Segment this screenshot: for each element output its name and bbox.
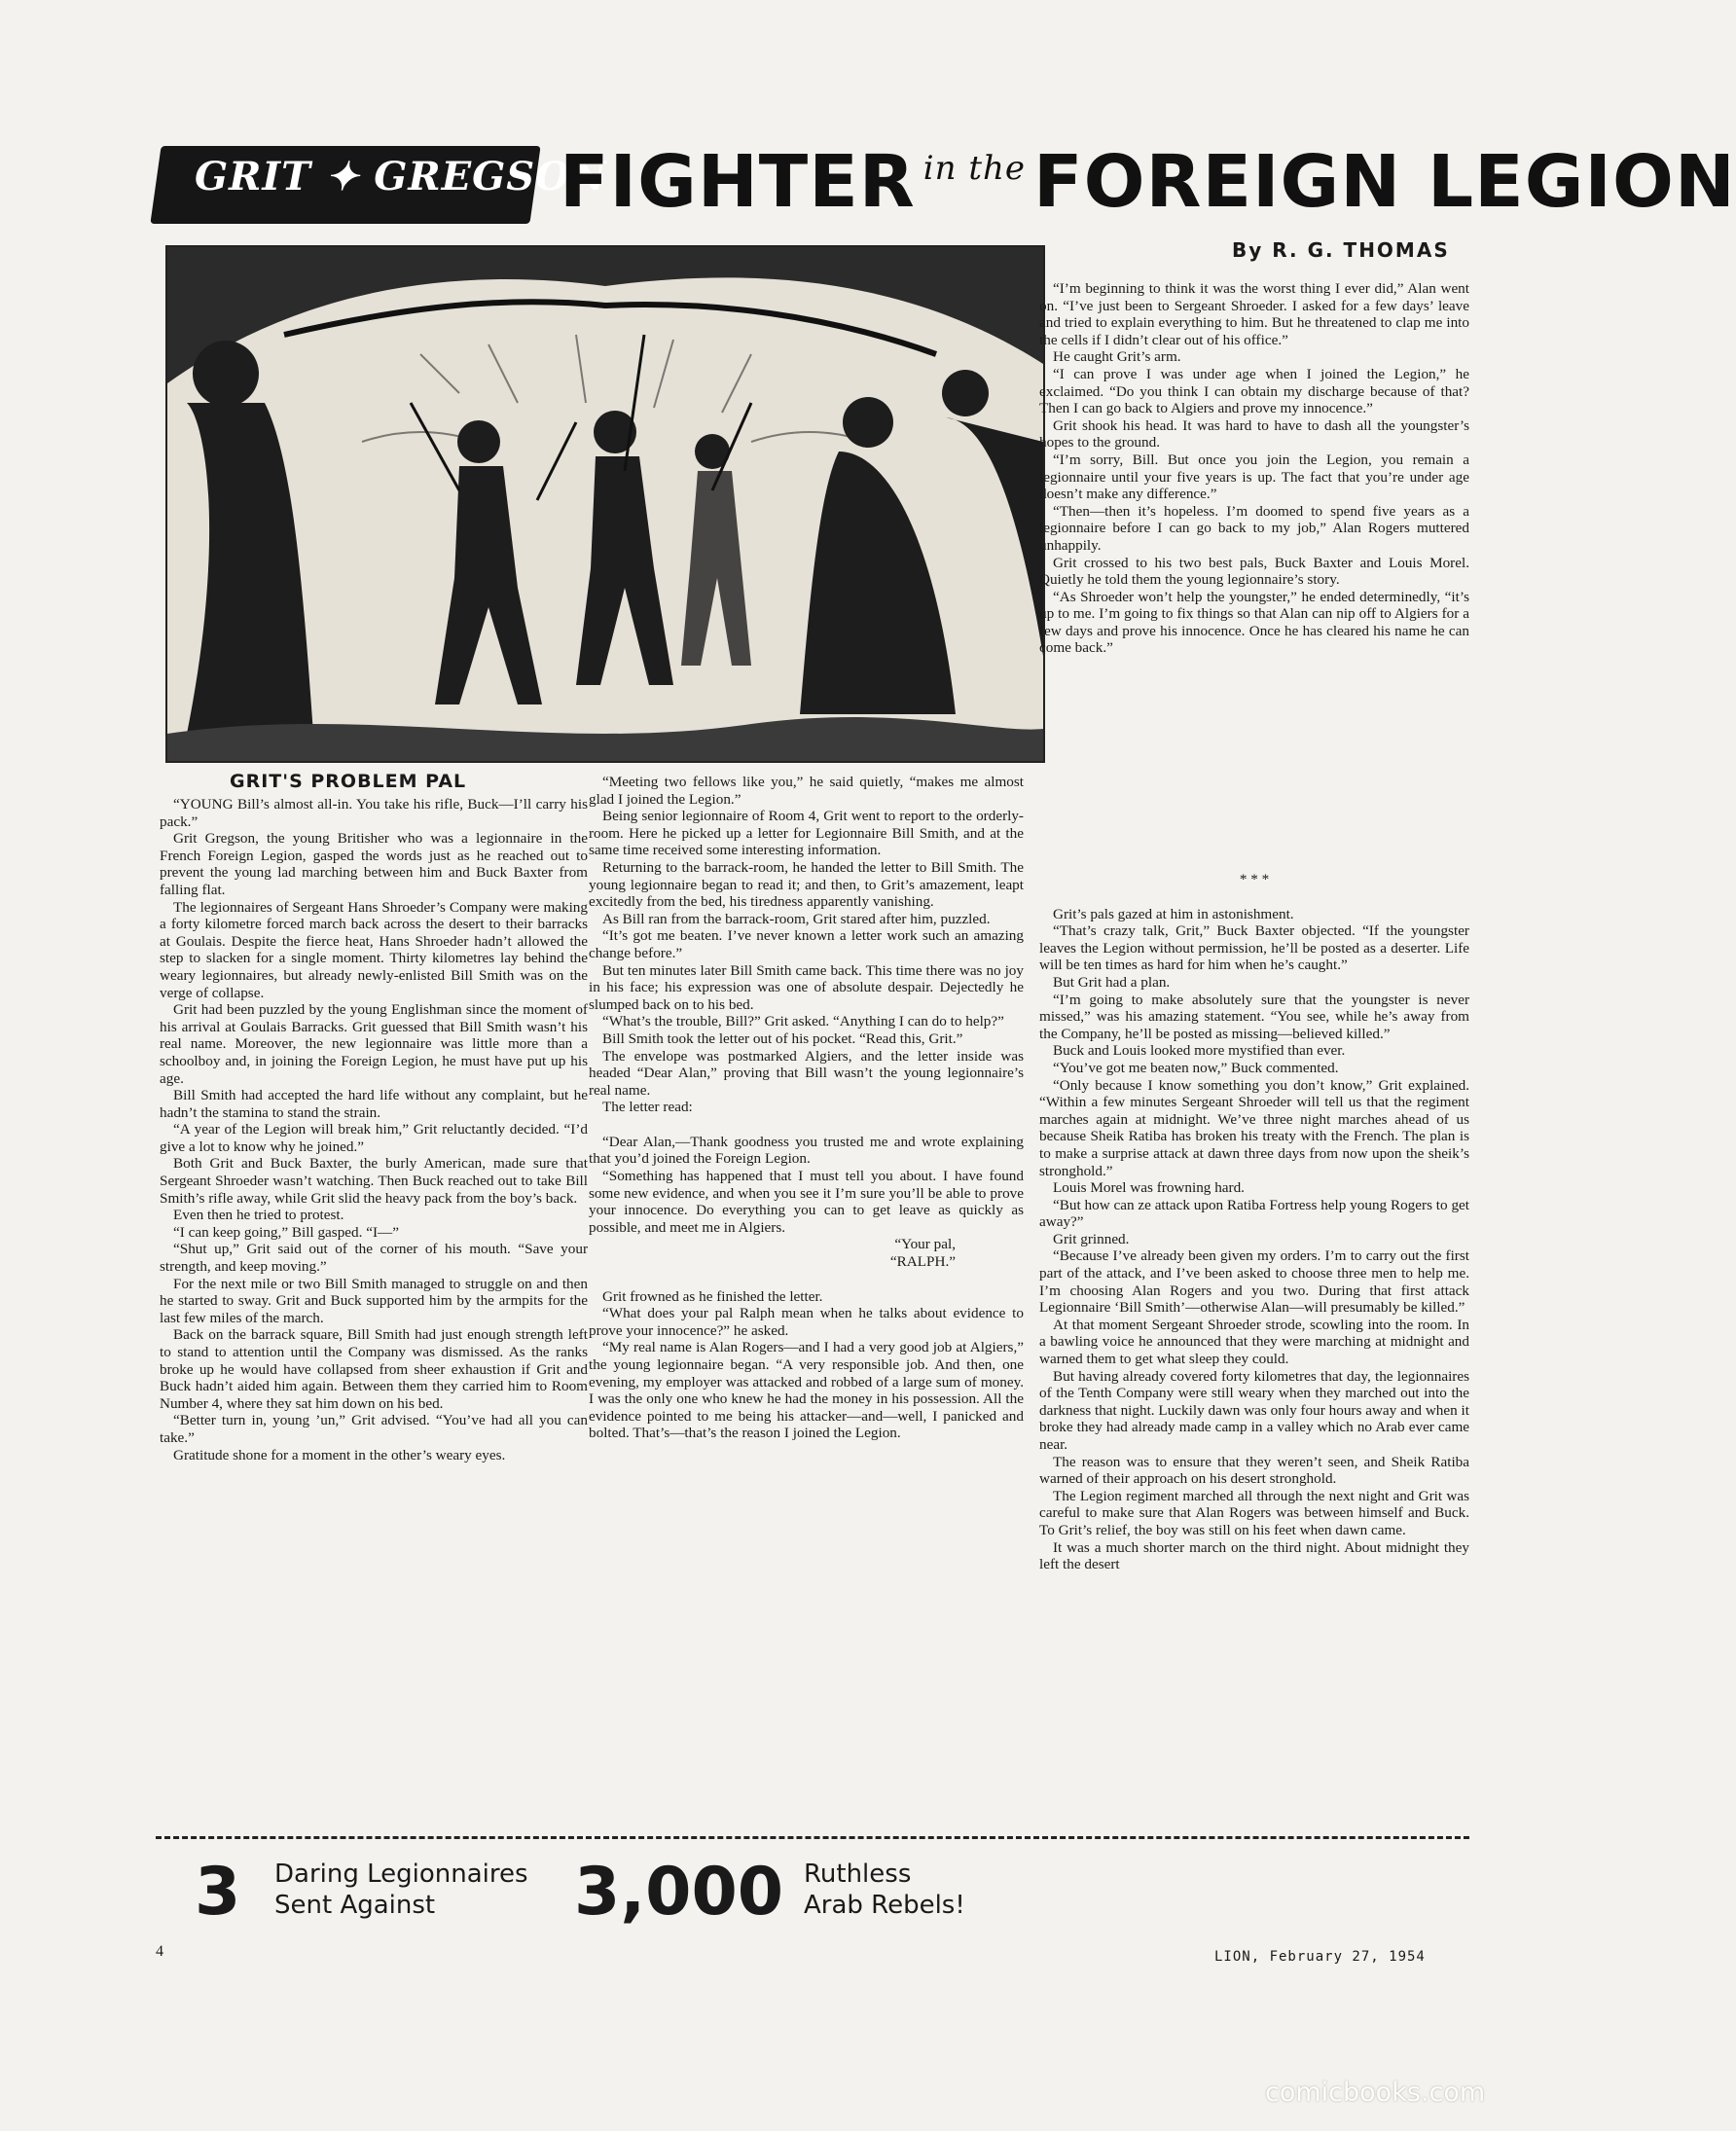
story-title bbox=[560, 140, 1736, 224]
promo-line: Ruthless bbox=[804, 1860, 912, 1889]
paragraph: Grit Gregson, the young Britisher who was a legionnaire in the French Foreign Legion, gasped the words just as he reached out to prevent the young lad marching between him and Buck Baxter from falling flat. bbox=[160, 830, 588, 898]
promo-line: Sent Against bbox=[274, 1891, 436, 1920]
paragraph: “My real name is Alan Rogers—and I had a very good job at Algiers,” the young legionnaire began. “A very responsible job. And then, one evening, my employer was attacked and robbed of a large sum of money. I was the only one who knew he had the money in his possession. All the evidence pointed to me being his attacker—and—well, I panicked and bolted. That’s—that’s the reason I joined the Legion. bbox=[589, 1339, 1024, 1442]
watermark: comicbooks.com bbox=[1265, 2077, 1486, 2108]
paragraph: Buck and Louis looked more mystified than ever. bbox=[1053, 1042, 1346, 1060]
legion-charge-illustration bbox=[165, 245, 1045, 763]
paragraph: “It’s got me beaten. I’ve never known a letter work such an amazing change before.” bbox=[589, 927, 1024, 961]
letter-signature: “RALPH.” bbox=[889, 1253, 956, 1271]
paragraph: “That’s crazy talk, Grit,” Buck Baxter objected. “If the youngster leaves the Legion without permission, he’ll be posted as a deserter. Life will be ten times as hard for him when he’s caught.” bbox=[1039, 922, 1469, 974]
paragraph: Grit grinned. bbox=[1053, 1230, 1130, 1247]
promo-text-1 bbox=[274, 1859, 528, 1921]
paragraph: But having already covered forty kilometres that day, the legionnaires of the Tenth Company were still weary when they marched out into the darkness that night. Luckily dawn was only four hours away and when it broke they had already made camp in a valley which no Arab ever came near. bbox=[1039, 1367, 1469, 1453]
paragraph: “I’m beginning to think it was the worst thing I ever did,” Alan went on. “I’ve just been to Sergeant Shroeder. I asked for a few days’ leave and tried to explain everything to him. But he threatened to clap me into the cells if I didn’t clear out of his office.” bbox=[1039, 280, 1469, 348]
paragraph: It was a much shorter march on the third night. About midnight they left the desert bbox=[1039, 1538, 1469, 1573]
paragraph: The reason was to ensure that they weren’t seen, and Sheik Ratiba warned of their approach on his desert stronghold. bbox=[1039, 1453, 1469, 1488]
paragraph: Bill Smith took the letter out of his pocket. “Read this, Grit.” bbox=[602, 1029, 963, 1047]
title-left: FIGHTER bbox=[560, 140, 916, 224]
promo-text-2 bbox=[804, 1859, 965, 1921]
paragraph: Both Grit and Buck Baxter, the burly American, made sure that Sergeant Shroeder wasn’t watching. Then Buck reached out to take Bill Smith’s rifle away, while Grit slid the heavy pack from the boy’s back. bbox=[160, 1155, 588, 1207]
title-mid: in the bbox=[922, 149, 1027, 188]
series-name: GRIT ✦ GREGSON bbox=[195, 154, 607, 199]
paragraph: “As Shroeder won’t help the youngster,” he ended determinedly, “it’s up to me. I’m going to fix things so that Alan can nip off to Algiers for a few days and prove his innocence. Once he has cleared his name he can come back.” bbox=[1039, 588, 1469, 657]
paragraph: Bill Smith had accepted the hard life without any complaint, but he hadn’t the stamina to stand the strain. bbox=[160, 1087, 588, 1121]
column-1 bbox=[160, 796, 588, 1463]
paragraph: For the next mile or two Bill Smith managed to struggle on and then he started to sway. Grit and Buck supported him by the armpits for the last few miles of the march. bbox=[160, 1275, 588, 1326]
title-right: FOREIGN LEGION bbox=[1033, 140, 1736, 224]
paragraph: “YOUNG Bill’s almost all-in. You take his rifle, Buck—I’ll carry his pack.” bbox=[160, 796, 588, 830]
paragraph: “Then—then it’s hopeless. I’m doomed to spend five years as a legionnaire before I can go back to my job,” Alan Rogers muttered unhappily. bbox=[1039, 502, 1469, 554]
promo-number-3: 3 bbox=[195, 1854, 241, 1931]
promo-divider bbox=[156, 1836, 1469, 1839]
illustration-art bbox=[167, 247, 1043, 761]
paragraph: At that moment Sergeant Shroeder strode, scowling into the room. In a bawling voice he announced that they were marching at midnight and warned them to get what sleep they could. bbox=[1039, 1316, 1469, 1368]
paragraph: “Shut up,” Grit said out of the corner of his mouth. “Save your strength, and keep moving.” bbox=[160, 1241, 588, 1276]
paragraph: Back on the barrack square, Bill Smith had just enough strength left to stand to attention until the Company was dismissed. As the ranks broke up he would have collapsed from sheer exhaustion if Grit and Buck hadn’t aided him again. Between them they carried him to Room Number 4, where they sat him down on his bed. bbox=[160, 1326, 588, 1412]
paragraph: Being senior legionnaire of Room 4, Grit went to report to the orderly-room. Here he picked up a letter for Legionnaire Bill Smith, and at the same time received some interesting information. bbox=[589, 808, 1024, 859]
column-2 bbox=[589, 774, 1024, 1442]
paragraph: Grit frowned as he finished the letter. bbox=[602, 1287, 823, 1305]
paragraph: “You’ve got me beaten now,” Buck commented. bbox=[1053, 1059, 1339, 1076]
paragraph: The legionnaires of Sergeant Hans Shroeder’s Company were making a forty kilometre forced march back across the desert to their barracks at Goulais. Despite the fierce heat, Hans Shroeder hadn’t allowed the step to slacken for a single moment. Thirty kilometres lay behind the weary legionnaires, but already newly-enlisted Bill Smith was on the verge of collapse. bbox=[160, 898, 588, 1001]
section-title: GRIT'S PROBLEM PAL bbox=[230, 771, 467, 792]
promo-number-3000: 3,000 bbox=[574, 1854, 784, 1931]
paragraph: Gratitude shone for a moment in the other’s weary eyes. bbox=[173, 1446, 506, 1463]
promo-line: Arab Rebels! bbox=[804, 1891, 965, 1920]
paragraph: The envelope was postmarked Algiers, and the letter inside was headed “Dear Alan,” proving that Bill wasn’t the young legionnaire’s real name. bbox=[589, 1047, 1024, 1099]
paragraph: “I can prove I was under age when I joined the Legion,” he exclaimed. “Do you think I can obtain my discharge because of that? Then I can go back to Algiers and prove my innocence.” bbox=[1039, 365, 1469, 417]
paragraph: “What does your pal Ralph mean when he talks about evidence to prove your innocence?” he asked. bbox=[589, 1305, 1024, 1339]
paragraph: The Legion regiment marched all through the next night and Grit was careful to make sure that Alan Rogers was between himself and Buck. To Grit’s relief, the boy was still on his feet when dawn came. bbox=[1039, 1487, 1469, 1538]
letter-signoff: “Your pal, bbox=[894, 1236, 956, 1253]
byline: By R. G. THOMAS bbox=[1232, 238, 1450, 262]
story-header bbox=[156, 134, 1736, 230]
paragraph: But ten minutes later Bill Smith came back. This time there was no joy in his face; his expression was one of absolute despair. Dejectedly he slumped back on to his bed. bbox=[589, 961, 1024, 1013]
paragraph: “I’m going to make absolutely sure that the youngster is never missed,” was his amazing statement. “You see, while he’s away from the Company, he’ll be posted as missing—believed killed.” bbox=[1039, 991, 1469, 1042]
issue-footer: LION, February 27, 1954 bbox=[1214, 1949, 1426, 1965]
paragraph: “Only because I know something you don’t know,” Grit explained. “Within a few minutes Sergeant Shroeder will tell us that the regiment marches again at midnight. We’ve three night marches ahead of us because Sheik Ratiba has broken his treaty with the French. The plan is to make a surprise attack at dawn three days from now upon the sheik’s stronghold.” bbox=[1039, 1076, 1469, 1179]
paragraph: Louis Morel was frowning hard. bbox=[1053, 1179, 1245, 1197]
paragraph: He caught Grit’s arm. bbox=[1053, 348, 1181, 366]
paragraph: Returning to the barrack-room, he handed the letter to Bill Smith. The young legionnaire began to read it; and then, to Grit’s amazement, leapt excitedly from the bed, his tiredness apparently vanishing. bbox=[589, 858, 1024, 911]
letter-paragraph: “Dear Alan,—Thank goodness you trusted me and wrote explaining that you’d joined the Foreign Legion. bbox=[589, 1133, 1024, 1168]
paragraph: “I can keep going,” Bill gasped. “I—” bbox=[173, 1223, 399, 1241]
paragraph: But Grit had a plan. bbox=[1053, 973, 1171, 991]
promo-line: Daring Legionnaires bbox=[274, 1860, 528, 1889]
paragraph: Grit shook his head. It was hard to have to dash all the youngster’s hopes to the ground. bbox=[1039, 416, 1469, 451]
paragraph: “A year of the Legion will break him,” Grit reluctantly decided. “I’d give a lot to know why he joined.” bbox=[160, 1121, 588, 1155]
paragraph: Grit’s pals gazed at him in astonishment. bbox=[1053, 905, 1294, 922]
letter-paragraph: “Something has happened that I must tell you about. I have found some new evidence, and when you see it I’m sure you’ll be able to prove your innocence. Do everything you can to get leave as quickly as possible, and meet me in Algiers. bbox=[589, 1168, 1024, 1236]
page-number: 4 bbox=[156, 1943, 163, 1960]
paragraph: “I’m sorry, Bill. But once you join the Legion, you remain a legionnaire until your five years is up. The fact that you’re under age doesn’t make any difference.” bbox=[1039, 451, 1469, 503]
paragraph: The letter read: bbox=[602, 1099, 693, 1116]
paragraph: “Better turn in, young ’un,” Grit advised. “You’ve had all you can take.” bbox=[160, 1412, 588, 1446]
paragraph: “Meeting two fellows like you,” he said quietly, “makes me almost glad I joined the Legion.” bbox=[589, 774, 1024, 808]
paragraph: Even then he tried to protest. bbox=[173, 1207, 344, 1224]
paragraph: “Because I’ve already been given my orders. I’m to carry out the first part of the attack, and I’ve been asked to choose three men to help me. I’m choosing Alan Rogers and you two. During that first attack Legionnaire ‘Bill Smith’—otherwise Alan—will presumably be killed.” bbox=[1039, 1247, 1469, 1317]
column-3-continued bbox=[1039, 871, 1469, 1573]
paragraph: “What’s the trouble, Bill?” Grit asked. “Anything I can do to help?” bbox=[602, 1013, 1004, 1030]
column-3 bbox=[1039, 280, 1469, 657]
paragraph: As Bill ran from the barrack-room, Grit stared after him, puzzled. bbox=[602, 910, 991, 927]
section-break: * * * bbox=[1239, 871, 1270, 887]
paragraph: Grit had been puzzled by the young Englishman since the moment of his arrival at Goulais Barracks. Grit guessed that Bill Smith wasn’t his real name. Moreover, the new legionnaire was little more than a schoolboy and, in joining the Foreign Legion, he must have put up his age. bbox=[160, 1001, 588, 1087]
paragraph: “But how can ze attack upon Ratiba Fortress help young Rogers to get away?” bbox=[1039, 1196, 1469, 1231]
paragraph: Grit crossed to his two best pals, Buck Baxter and Louis Morel. Quietly he told them the young legionnaire’s story. bbox=[1039, 554, 1469, 589]
